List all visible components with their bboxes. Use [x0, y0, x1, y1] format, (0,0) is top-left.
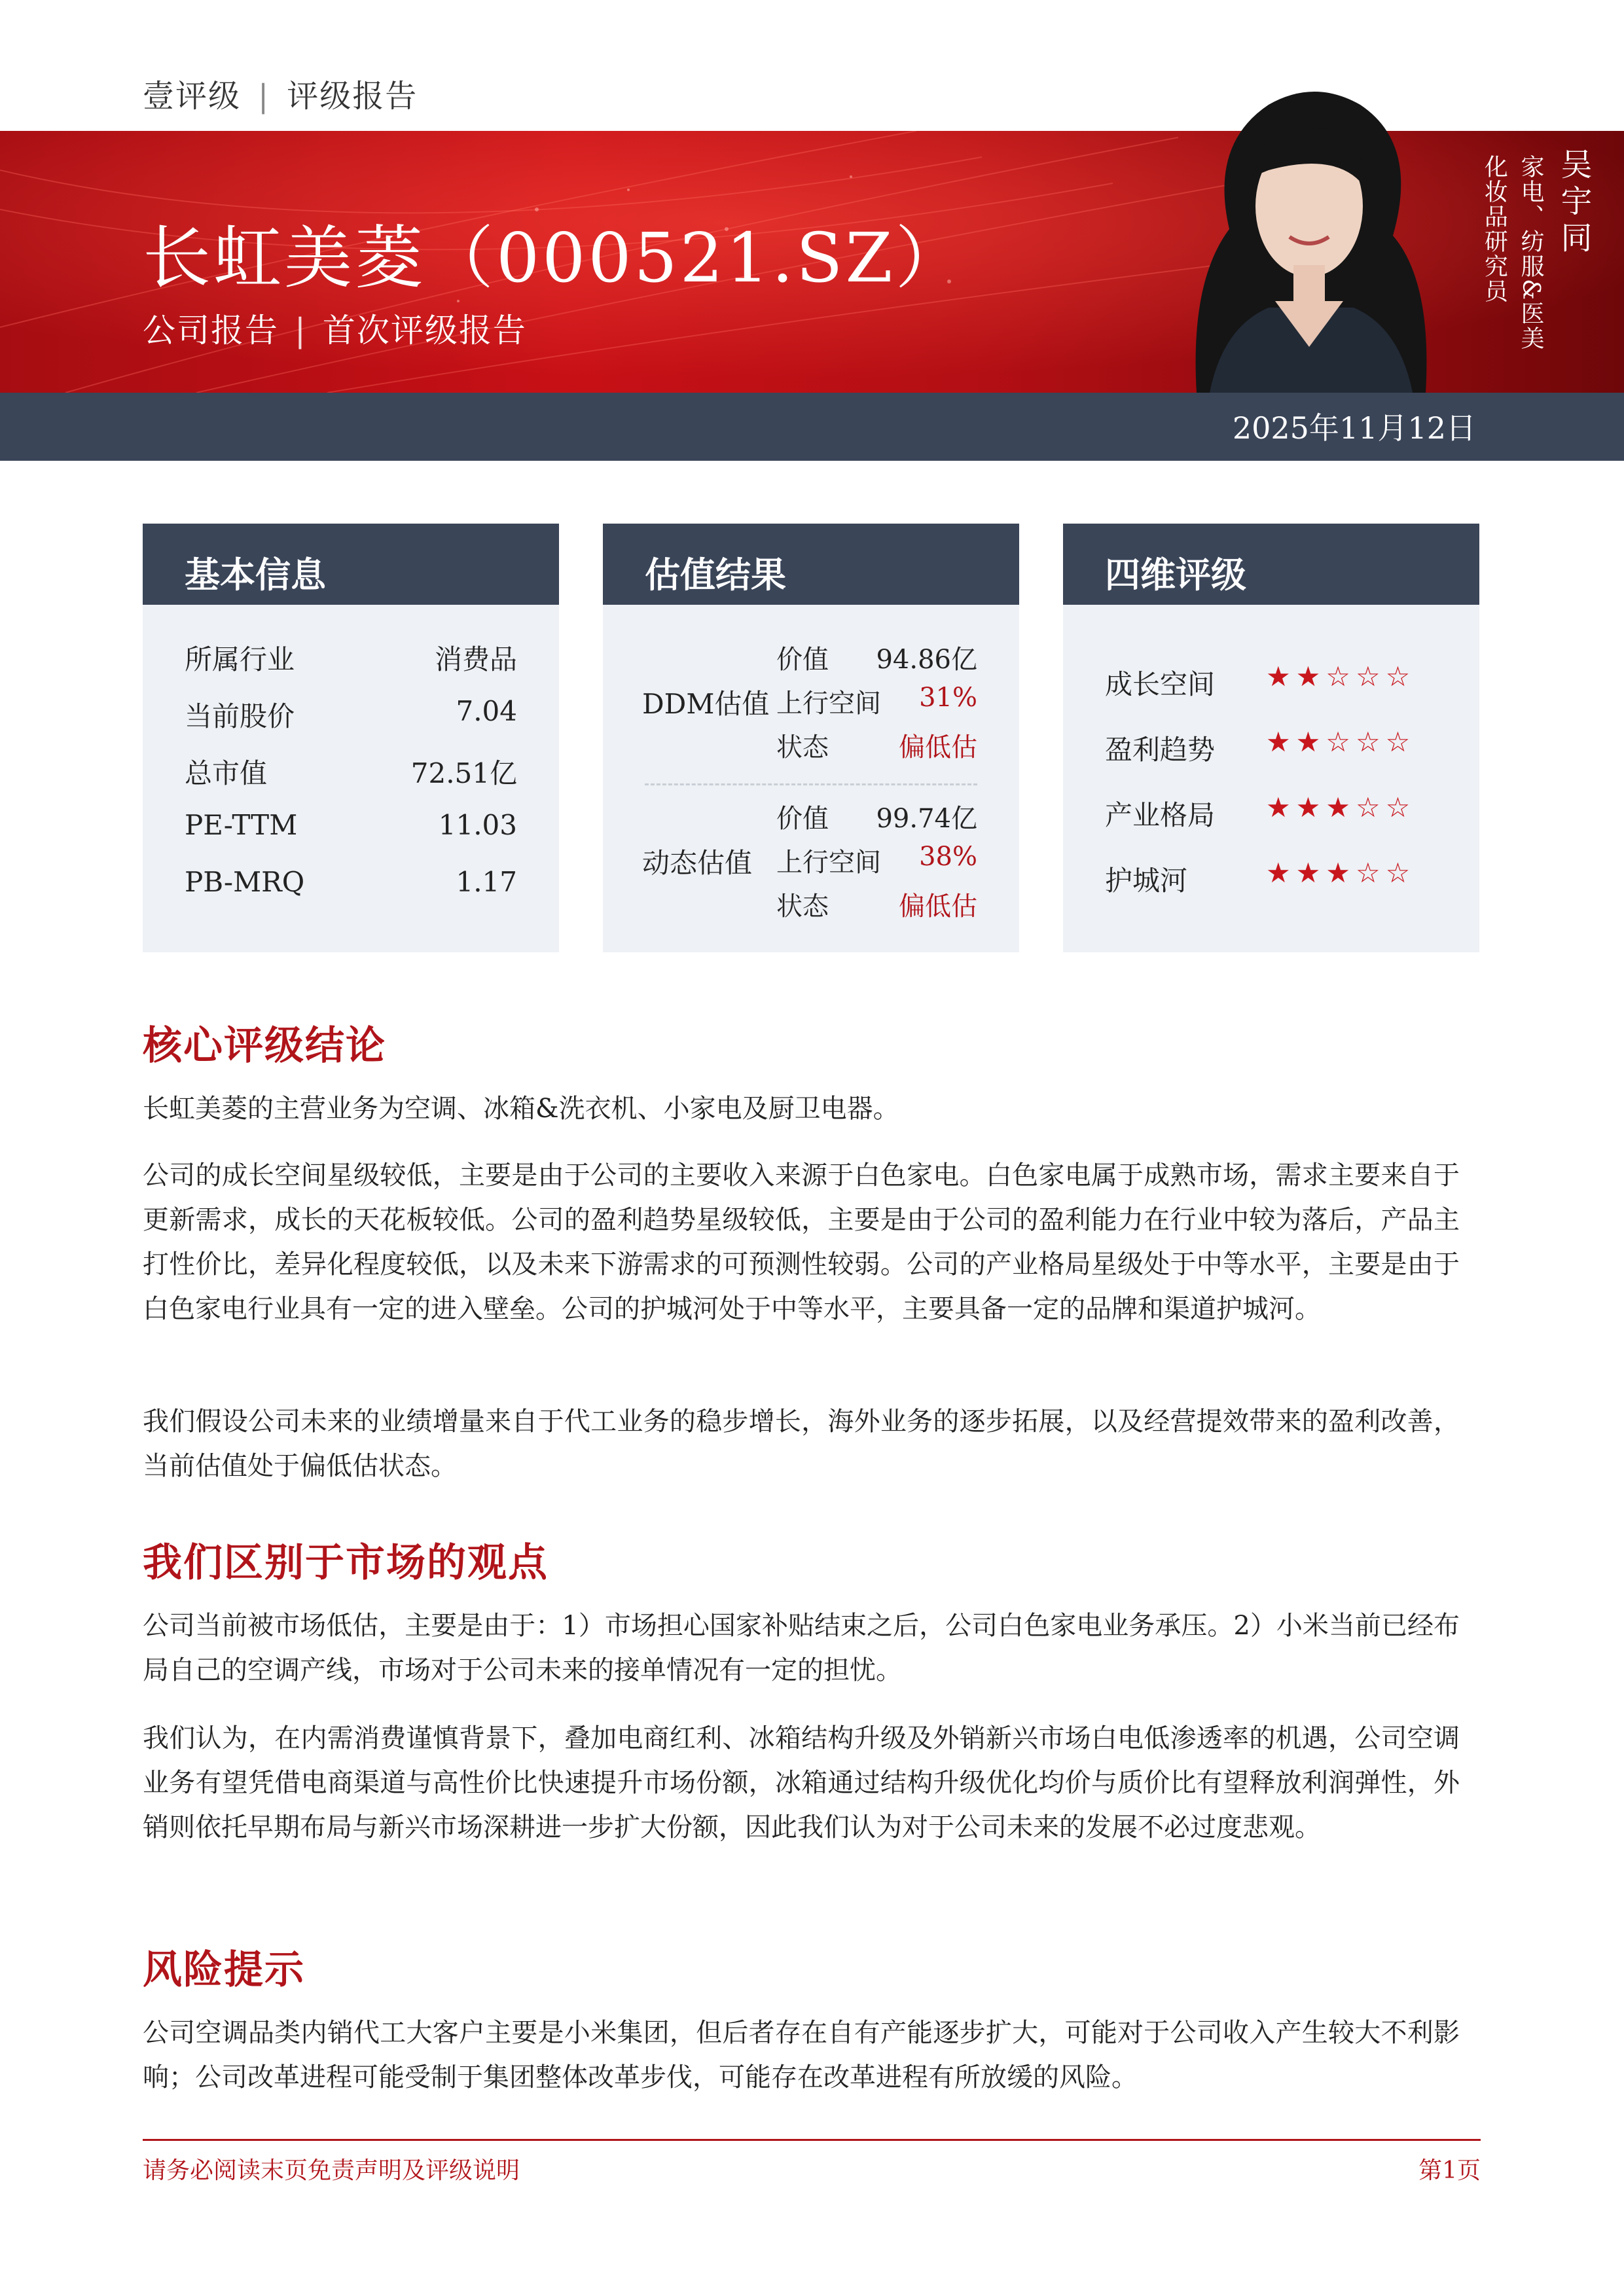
- rating-label: 成长空间: [1105, 668, 1216, 700]
- info-label: PE-TTM: [185, 809, 298, 841]
- rating-row: [1105, 791, 1471, 833]
- valuation-label: 状态: [776, 732, 829, 762]
- info-row: [185, 695, 517, 734]
- valuation-label: 价值: [776, 645, 829, 675]
- rating-label: 盈利趋势: [1105, 734, 1216, 766]
- basic-info-title: 基本信息: [185, 554, 326, 596]
- brand-line: [143, 71, 418, 116]
- star-rating-icon: ★★☆☆☆: [1266, 726, 1416, 758]
- analyst-photo: [1170, 65, 1445, 393]
- rating-row: [1105, 660, 1471, 702]
- rating-row: [1105, 728, 1471, 768]
- report-title: 长虹美菱（000521.SZ）: [143, 218, 966, 298]
- section-heading: 风险提示: [143, 1947, 305, 1993]
- section-heading: 核心评级结论: [143, 1023, 386, 1069]
- rating-title: 四维评级: [1105, 554, 1246, 596]
- analyst-role: [1465, 154, 1543, 390]
- page-number: 第1页: [1418, 2157, 1481, 2184]
- info-label: PB-MRQ: [185, 866, 305, 898]
- valuation-divider: [645, 783, 977, 785]
- subtitle-divider: |: [295, 312, 307, 350]
- rating-label: 护城河: [1105, 865, 1188, 897]
- analyst-role-line1: 家电、纺服&医美: [1517, 154, 1544, 351]
- brand-divider: |: [258, 78, 270, 115]
- analyst-name: 吴宇同: [1555, 148, 1592, 258]
- valuation-value: 94.86亿: [876, 645, 977, 675]
- report-type: 公司报告: [143, 312, 279, 350]
- paragraph: 我们认为，在内需消费谨慎背景下，叠加电商红利、冰箱结构升级及外销新兴市场白电低渗透率的机遇，公司空调业务有望凭借电商渠道与高性价比快速提升市场份额，冰箱通过结构升级优化均价与质价比有望释放利润弹性，外销则依托早期布局与新兴市场深耕进一步扩大份额，因此我们认为对于公司未来的发展不必过度悲观。: [143, 1723, 1460, 1842]
- info-label: 总市值: [185, 757, 268, 789]
- star-rating-icon: ★★☆☆☆: [1266, 660, 1416, 692]
- report-kind: 首次评级报告: [322, 312, 527, 350]
- paragraph: 公司空调品类内销代工大客户主要是小米集团，但后者存在自有产能逐步扩大，可能对于公司收入产生较大不利影响；公司改革进程可能受制于集团整体改革步伐，可能存在改革进程有所放缓的风险。: [143, 2018, 1460, 2092]
- valuation-method: DDM估值: [642, 688, 770, 720]
- rating-label: 产业格局: [1105, 799, 1216, 831]
- valuation-card: [603, 524, 1019, 952]
- info-value: 消费品: [434, 643, 517, 675]
- report-date: 2025年11月12日: [1232, 410, 1476, 446]
- section-heading: 我们区别于市场的观点: [143, 1540, 549, 1586]
- valuation-label: 状态: [776, 891, 829, 922]
- report-subtitle: [143, 304, 527, 351]
- rating-row: [1105, 859, 1471, 899]
- valuation-label: 上行空间: [776, 848, 881, 878]
- valuation-title: 估值结果: [645, 554, 786, 596]
- basic-info-card: [143, 524, 559, 952]
- valuation-value: 99.74亿: [876, 804, 977, 834]
- paragraph: 公司当前被市场低估，主要是由于：1）市场担心国家补贴结束之后，公司白色家电业务承压。2）小米当前已经布局自己的空调产线，市场对于公司未来的接单情况有一定的担忧。: [143, 1611, 1460, 1685]
- paragraph: 我们假设公司未来的业绩增量来自于代工业务的稳步增长，海外业务的逐步拓展，以及经营提效带来的盈利改善，当前估值处于偏低估状态。: [143, 1407, 1460, 1481]
- paragraph: 长虹美菱的主营业务为空调、冰箱&洗衣机、小家电及厨卫电器。: [143, 1094, 899, 1124]
- brand-name: 壹评级: [143, 78, 242, 115]
- card-header: [143, 524, 559, 605]
- star-rating-icon: ★★★☆☆: [1266, 791, 1416, 823]
- valuation-value: 偏低估: [899, 732, 977, 762]
- valuation-label: 价值: [776, 804, 829, 834]
- info-row: [185, 866, 517, 898]
- paragraph: 公司的成长空间星级较低，主要是由于公司的主要收入来源于白色家电。白色家电属于成熟市场，需求主要来自于更新需求，成长的天花板较低。公司的盈利趋势星级较低，主要是由于公司的盈利能力在行业中较为落后，产品主打性价比，差异化程度较低，以及未来下游需求的可预测性较弱。公司的产业格局星级处于中等水平，主要是由于白色家电行业具有一定的进入壁垒。公司的护城河处于中等水平，主要具备一定的品牌和渠道护城河。: [143, 1160, 1460, 1324]
- footer-disclaimer: 请务必阅读末页免责声明及评级说明: [143, 2157, 520, 2184]
- footer-divider: [143, 2139, 1481, 2141]
- info-label: 所属行业: [185, 643, 295, 675]
- brand-section: 评级报告: [287, 78, 418, 115]
- info-row: [185, 638, 517, 677]
- info-label: 当前股价: [185, 700, 295, 732]
- rating-card: [1063, 524, 1479, 952]
- valuation-value: 38%: [919, 842, 977, 872]
- valuation-method: 动态估值: [642, 847, 753, 879]
- card-header: [603, 524, 1019, 605]
- analyst-role-line2: 化妆品研究员: [1481, 154, 1508, 304]
- valuation-label: 上行空间: [776, 689, 881, 719]
- info-value: 7.04: [456, 695, 517, 727]
- card-header: [1063, 524, 1479, 605]
- info-row: [185, 752, 517, 791]
- info-row: [185, 809, 517, 841]
- valuation-value: 偏低估: [899, 891, 977, 922]
- info-value: 1.17: [456, 866, 517, 898]
- star-rating-icon: ★★★☆☆: [1266, 857, 1416, 889]
- info-value: 11.03: [438, 809, 517, 841]
- info-value: 72.51亿: [410, 757, 517, 789]
- valuation-value: 31%: [919, 683, 977, 713]
